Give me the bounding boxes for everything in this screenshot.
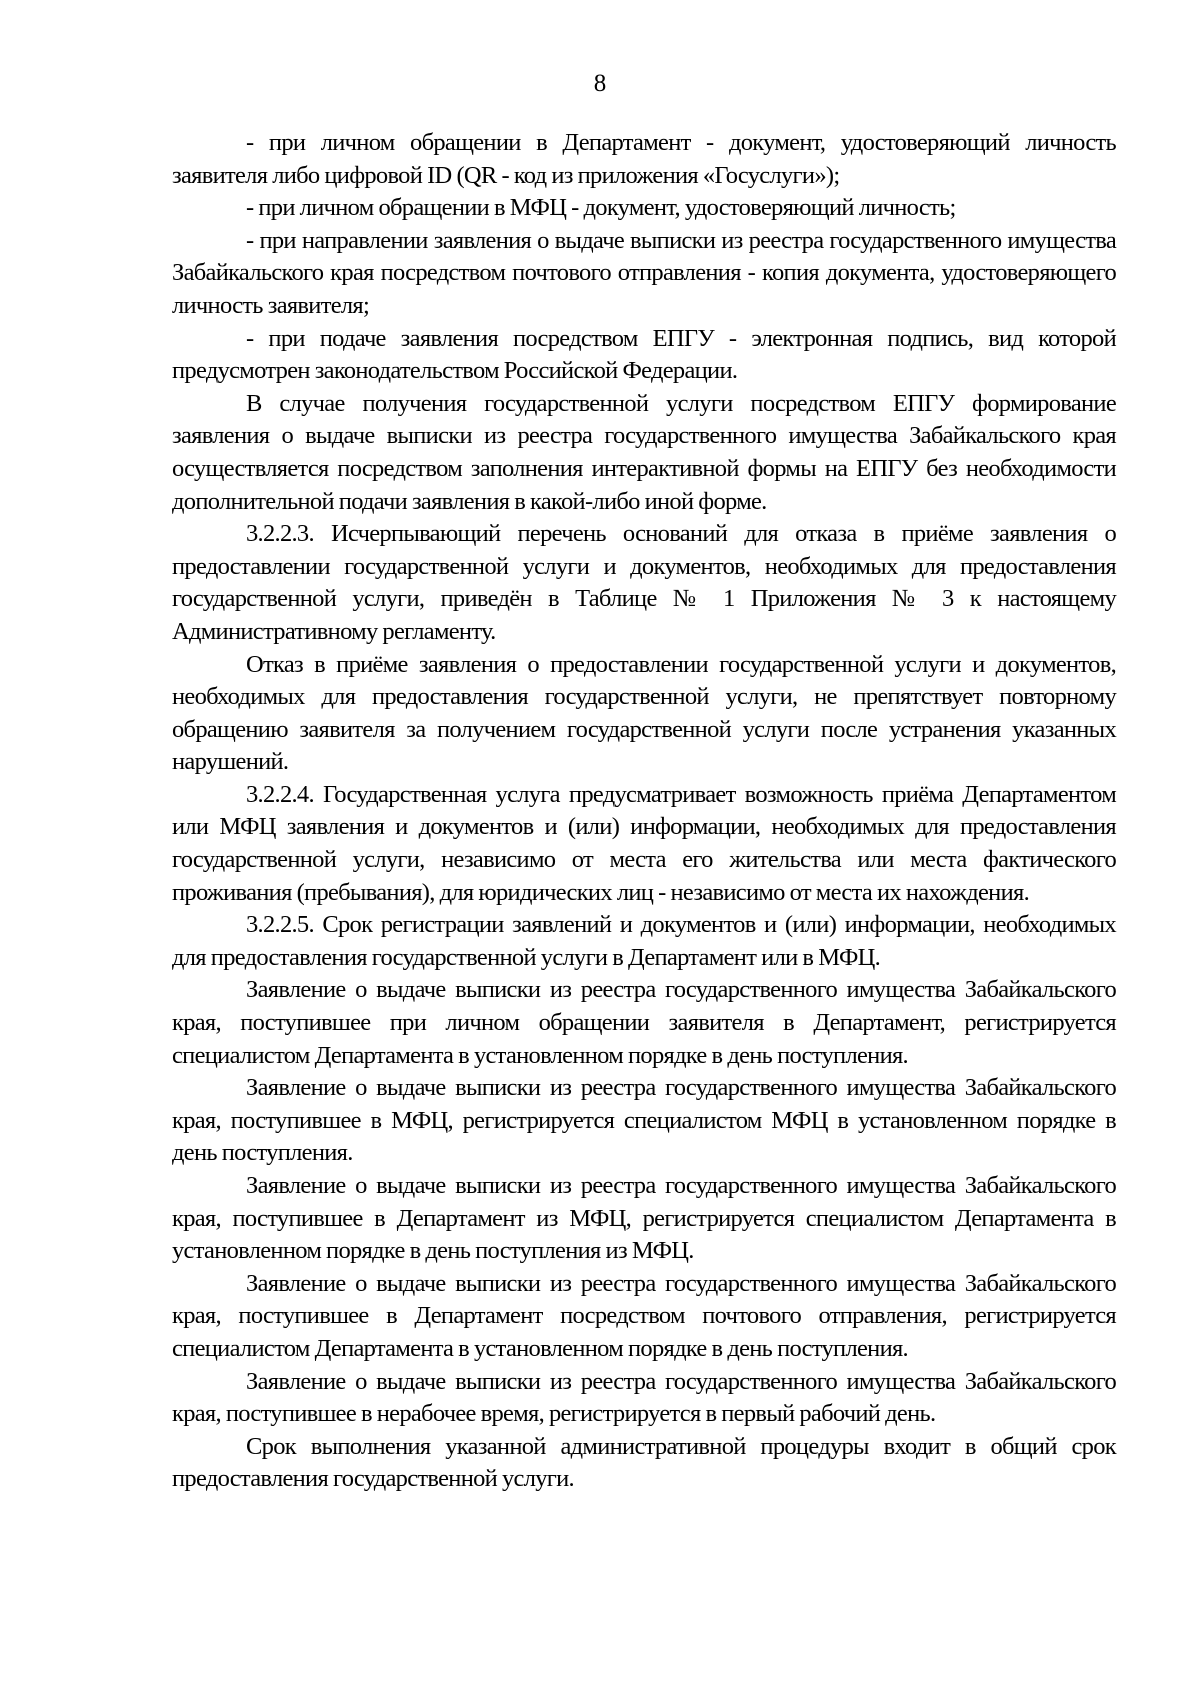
- document-body: [172, 127, 1116, 1496]
- paragraph-3-2-2-3: 3.2.2.3. Исчерпывающий перечень оснований для отказа в приёме заявления о предоставлении государственной услуги и документов, необходимых для предоставления государственной услуги, приведён в Таблице № 1 Приложения № 3 к настоящему Административному регламенту.: [172, 520, 1116, 645]
- paragraph-refusal: Отказ в приёме заявления о предоставлении государственной услуги и документов, необходимых для предоставления государственной услуги, не препятствует повторному обращению заявителя за получением государственной услуги после устранения указанных нарушений.: [172, 650, 1116, 776]
- paragraph-id-postal: - при направлении заявления о выдаче выписки из реестра государственного имущества Забайкальского края посредством почтового отправления - копия документа, удостоверяющего личность заявителя;: [172, 226, 1116, 319]
- paragraph-reg-nonworking: Заявление о выдаче выписки из реестра государственного имущества Забайкальского края, поступившее в нерабочее время, регистрируется в первый рабочий день.: [172, 1367, 1116, 1428]
- paragraph-reg-postal: Заявление о выдаче выписки из реестра государственного имущества Забайкальского края, поступившее в Департамент посредством почтового отправления, регистрируется специалистом Департамента в установленном порядке в день поступления.: [172, 1269, 1116, 1362]
- paragraph-3-2-2-5: 3.2.2.5. Срок регистрации заявлений и документов и (или) информации, необходимых для предоставления государственной услуги в Департамент или в МФЦ.: [172, 911, 1116, 971]
- paragraph-deadline: Срок выполнения указанной административной процедуры входит в общий срок предоставления государственной услуги.: [172, 1432, 1116, 1493]
- paragraph-reg-mfc: Заявление о выдаче выписки из реестра государственного имущества Забайкальского края, поступившее в МФЦ, регистрируется специалистом МФЦ в установленном порядке в день поступления.: [172, 1074, 1116, 1167]
- paragraph-id-mfc: - при личном обращении в МФЦ - документ, удостоверяющий личность;: [246, 194, 956, 222]
- paragraph-3-2-2-4: 3.2.2.4. Государственная услуга предусматривает возможность приёма Департаментом или МФЦ заявления и документов и (или) информации, необходимых для предоставления государственной услуги, независимо от места его жительства или места фактического проживания (пребывания), для юридических лиц - независимо от места их нахождения.: [172, 780, 1116, 906]
- paragraph-reg-from-mfc: Заявление о выдаче выписки из реестра государственного имущества Забайкальского края, поступившее в Департамент из МФЦ, регистрируется специалистом Департамента в установленном порядке в день поступления из МФЦ.: [172, 1172, 1116, 1265]
- paragraph-id-epgu: - при подаче заявления посредством ЕПГУ - электронная подпись, вид которой предусмотрен законодательством Российской Федерации.: [172, 324, 1116, 385]
- paragraph-id-dept: - при личном обращении в Департамент - документ, удостоверяющий личность заявителя либо цифровой ID (QR - код из приложения «Госуслуги»);: [172, 129, 1116, 189]
- paragraph-reg-personal: Заявление о выдаче выписки из реестра государственного имущества Забайкальского края, поступившее при личном обращении заявителя в Департамент, регистрируется специалистом Департамента в установленном порядке в день поступления.: [172, 976, 1116, 1069]
- page-number: 8: [593, 70, 607, 97]
- paragraph-epgu-form: В случае получения государственной услуги посредством ЕПГУ формирование заявления о выдаче выписки из реестра государственного имущества Забайкальского края осуществляется посредством заполнения интерактивной формы на ЕПГУ без необходимости дополнительной подачи заявления в какой-либо иной форме.: [172, 389, 1116, 515]
